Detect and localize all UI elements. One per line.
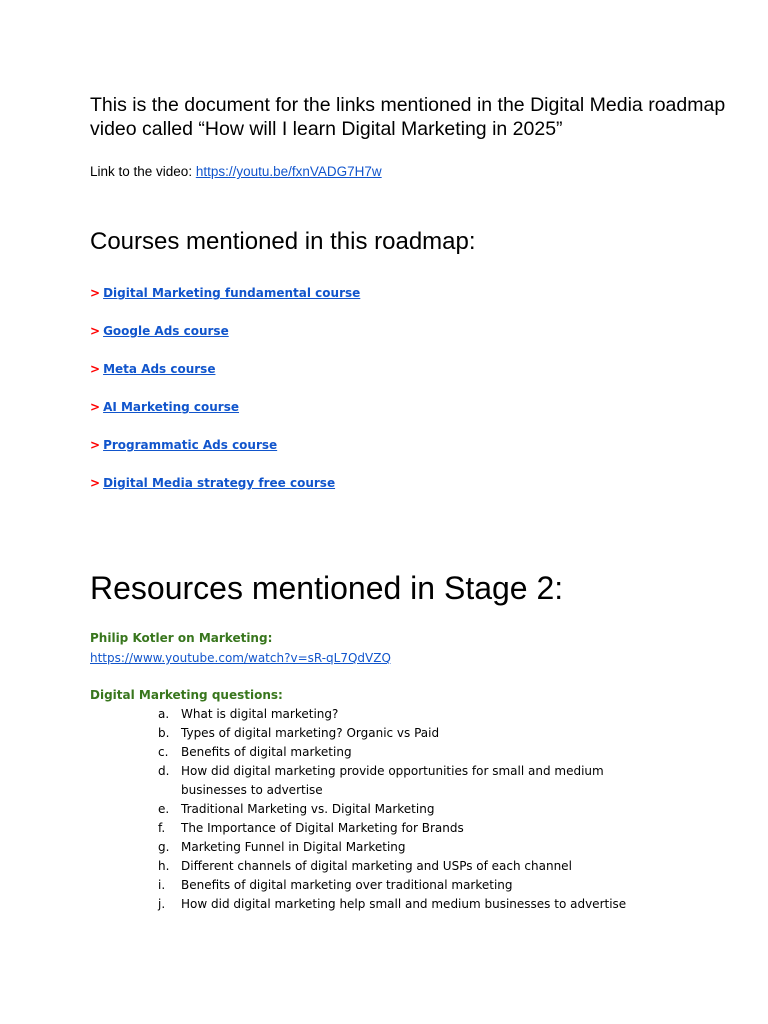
list-item-text: Benefits of digital marketing bbox=[181, 745, 352, 759]
course-link-google-ads[interactable]: Google Ads course bbox=[103, 324, 229, 338]
video-link-label: Link to the video: bbox=[90, 164, 196, 179]
course-item bbox=[90, 360, 360, 398]
list-item-text: How did digital marketing provide opportunities for small and medium businesses to advertise bbox=[181, 764, 604, 797]
list-item bbox=[150, 857, 650, 876]
list-item-text: Different channels of digital marketing and USPs of each channel bbox=[181, 859, 572, 873]
list-marker: h. bbox=[158, 859, 170, 873]
list-item bbox=[150, 743, 650, 762]
list-item bbox=[150, 819, 650, 838]
questions-list bbox=[150, 705, 650, 914]
course-marker: > bbox=[90, 438, 101, 452]
course-marker: > bbox=[90, 324, 101, 338]
list-item-text: Types of digital marketing? Organic vs Paid bbox=[181, 726, 440, 740]
list-marker: j. bbox=[158, 897, 166, 911]
list-marker: d. bbox=[158, 764, 170, 778]
courses-heading: Courses mentioned in this roadmap: bbox=[90, 228, 476, 255]
course-marker: > bbox=[90, 286, 101, 300]
list-marker: c. bbox=[158, 745, 169, 759]
list-marker: f. bbox=[158, 821, 166, 835]
list-item bbox=[150, 705, 650, 724]
course-marker: > bbox=[90, 362, 101, 376]
list-item bbox=[150, 762, 650, 800]
course-item bbox=[90, 398, 360, 436]
course-item bbox=[90, 436, 360, 474]
list-marker: i. bbox=[158, 878, 166, 892]
list-item bbox=[150, 895, 650, 914]
list-item-text: The Importance of Digital Marketing for Brands bbox=[181, 821, 464, 835]
course-item bbox=[90, 474, 360, 512]
list-item bbox=[150, 800, 650, 819]
course-item bbox=[90, 284, 360, 322]
list-marker: a. bbox=[158, 707, 170, 721]
list-item-text: Marketing Funnel in Digital Marketing bbox=[181, 840, 406, 854]
intro-paragraph: This is the document for the links mentioned in the Digital Media roadmap video called “How will I learn Digital Marketing in 2025” bbox=[90, 94, 726, 140]
video-link-line bbox=[90, 163, 382, 180]
kotler-label: Philip Kotler on Marketing: bbox=[90, 631, 273, 645]
video-link[interactable]: https://youtu.be/fxnVADG7H7w bbox=[195, 164, 382, 179]
list-marker: e. bbox=[158, 802, 170, 816]
course-list bbox=[90, 284, 360, 512]
course-link-ai-marketing[interactable]: AI Marketing course bbox=[103, 400, 240, 414]
course-link-digital-marketing-fundamental[interactable]: Digital Marketing fundamental course bbox=[103, 286, 361, 300]
list-item bbox=[150, 724, 650, 743]
list-item-text: Traditional Marketing vs. Digital Marketing bbox=[181, 802, 435, 816]
list-item bbox=[150, 876, 650, 895]
course-marker: > bbox=[90, 400, 101, 414]
course-link-meta-ads[interactable]: Meta Ads course bbox=[103, 362, 216, 376]
list-item-text: How did digital marketing help small and medium businesses to advertise bbox=[181, 897, 627, 911]
list-item-text: What is digital marketing? bbox=[181, 707, 339, 721]
questions-label: Digital Marketing questions: bbox=[90, 688, 283, 702]
list-marker: g. bbox=[158, 840, 170, 854]
list-item-text: Benefits of digital marketing over traditional marketing bbox=[181, 878, 513, 892]
course-item bbox=[90, 322, 360, 360]
list-item bbox=[150, 838, 650, 857]
stage2-heading: Resources mentioned in Stage 2: bbox=[90, 570, 564, 606]
course-marker: > bbox=[90, 476, 101, 490]
kotler-video-link[interactable]: https://www.youtube.com/watch?v=sR-qL7QdVZQ bbox=[90, 651, 391, 665]
course-link-digital-media-strategy[interactable]: Digital Media strategy free course bbox=[103, 476, 336, 490]
list-marker: b. bbox=[158, 726, 170, 740]
course-link-programmatic-ads[interactable]: Programmatic Ads course bbox=[103, 438, 278, 452]
